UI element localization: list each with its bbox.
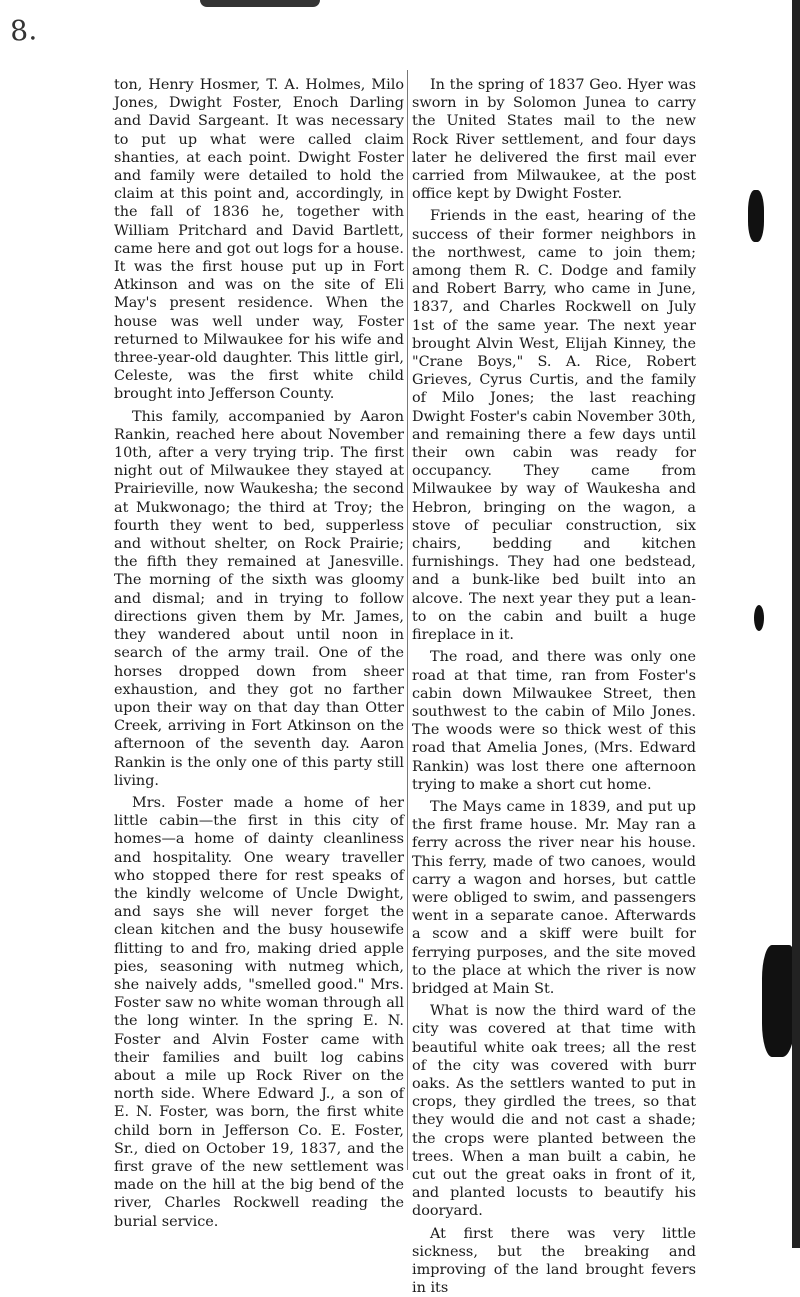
- paragraph: ton, Henry Hosmer, T. A. Holmes, Milo Jones, Dwight Foster, Enoch Darling and David Sargeant. It was necessary to put up what were called claim shanties, at each point. Dwight Foster and family were detailed to hold the claim at this point and, accordingly, in the fall of 1836 he, together with William Pritchard and David Bartlett, came here and got out logs for a house. It was the first house put up in Fort Atkinson and was on the site of Eli May's present residence. When the house was well under way, Foster returned to Milwaukee for his wife and three-year-old daughter. This little girl, Celeste, was the first white child brought into Jefferson County.: [114, 77, 404, 403]
- paragraph: What is now the third ward of the city was covered at that time with beautiful white oak trees; all the rest of the city was covered with burr oaks. As the settlers wanted to put in crops, they girdled the trees, so that they would die and not cast a shade; the crops were planted between the trees. When a man built a cabin, he cut out the great oaks in front of it, and planted locusts to beautify his dooryard.: [412, 1003, 696, 1220]
- column-divider: [407, 70, 408, 1170]
- paragraph: At first there was very little sickness, but the breaking and improving of the land brought fevers in its: [412, 1225, 696, 1297]
- ink-blot-right-1: [748, 190, 764, 242]
- paragraph: This family, accompanied by Aaron Rankin, reached here about November 10th, after a very trying trip. The first night out of Milwaukee they stayed at Prairieville, now Waukesha; the second at Mukwonago; the third at Troy; the fourth they went to bed, supperless and without shelter, on Rock Prairie; the fifth they remained at Janesville. The morning of the sixth was gloomy and dismal; and in trying to follow directions given them by Mr. James, they wandered about until noon in search of the army trail. One of the horses dropped down from sheer exhaustion, and they got no farther upon their way on that day than Otter Creek, arriving in Fort Atkinson on the afternoon of the seventh day. Aaron Rankin is the only one of this party still living.: [114, 408, 404, 789]
- ink-blot-right-2: [754, 605, 764, 631]
- right-column: [412, 76, 696, 1297]
- ink-blot-right-3: [762, 945, 796, 1057]
- left-column: [114, 76, 404, 1231]
- paragraph: Mrs. Foster made a home of her little cabin—the first in this city of homes—a home of dainty cleanliness and hospitality. One weary traveller who stopped there for rest speaks of the kindly welcome of Uncle Dwight, and says she will never forget the clean kitchen and the busy housewife flitting to and fro, making dried apple pies, seasoning with nutmeg which, she naively adds, "smelled good." Mrs. Foster saw no white woman through all the long winter. In the spring E. N. Foster and Alvin Foster came with their families and built log cabins about a mile up Rock River on the north side. Where Edward J., a son of E. N. Foster, was born, the first white child born in Jefferson Co. E. Foster, Sr., died on October 19, 1837, and the first grave of the new settlement was made on the hill at the big bend of the river, Charles Rockwell reading the burial service.: [114, 794, 404, 1230]
- paragraph: In the spring of 1837 Geo. Hyer was sworn in by Solomon Junea to carry the United States mail to the new Rock River settlement, and four days later he delivered the first mail ever carried from Milwaukee, at the post office kept by Dwight Foster.: [412, 77, 696, 203]
- scan-edge: [792, 0, 800, 1248]
- page-number: 8.: [8, 13, 38, 48]
- paragraph: The road, and there was only one road at that time, ran from Foster's cabin down Milwaukee Street, then southwest to the cabin of Milo Jones. The woods were so thick west of this road that Amelia Jones, (Mrs. Edward Rankin) was lost there one afternoon trying to make a short cut home.: [412, 649, 696, 793]
- paragraph: The Mays came in 1839, and put up the first frame house. Mr. May ran a ferry across the river near his house. This ferry, made of two canoes, would carry a wagon and horses, but cattle were obliged to swim, and passengers went in a separate canoe. Afterwards a scow and a skiff were built for ferrying purposes, and the site moved to the place at which the river is now bridged at Main St.: [412, 798, 696, 997]
- ink-blot-top: [200, 0, 320, 7]
- paragraph: Friends in the east, hearing of the success of their former neighbors in the northwest, came to join them; among them R. C. Dodge and family and Robert Barry, who came in June, 1837, and Charles Rockwell on July 1st of the same year. The next year brought Alvin West, Elijah Kinney, the "Crane Boys," S. A. Rice, Robert Grieves, Cyrus Curtis, and the family of Milo Jones; the last reaching Dwight Foster's cabin November 30th, and remaining there a few days until their own cabin was ready for occupancy. They came from Milwaukee by way of Waukesha and Hebron, bringing on the wagon, a stove of peculiar construction, six chairs, bedding and kitchen furnishings. They had one bedstead, and a bunk-like bed built into an alcove. The next year they put a lean-to on the cabin and built a huge fireplace in it.: [412, 208, 696, 644]
